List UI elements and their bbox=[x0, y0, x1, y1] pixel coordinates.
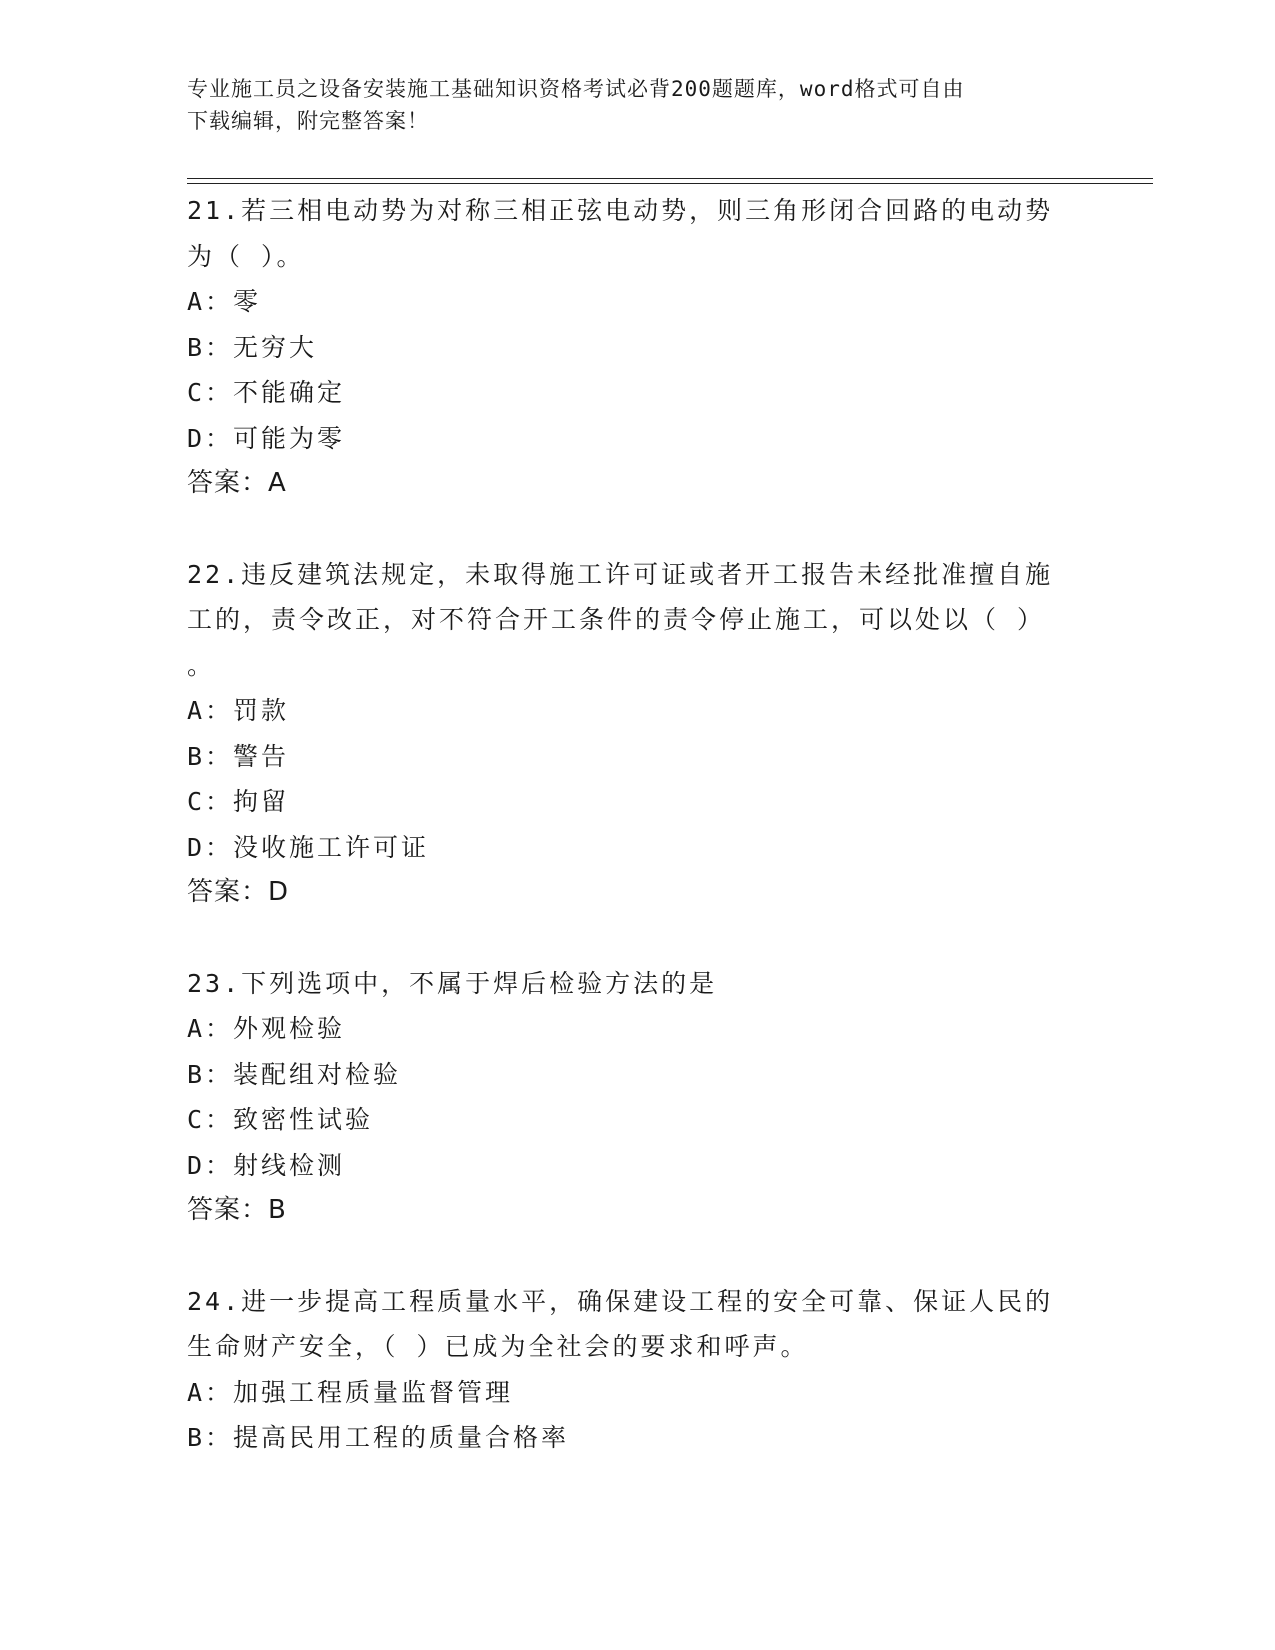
question-22 bbox=[187, 552, 1087, 916]
option-b: B：无穷大 bbox=[187, 332, 318, 362]
option-b: B：警告 bbox=[187, 741, 290, 771]
option-d: D：射线检测 bbox=[187, 1150, 346, 1180]
option-c: C：拘留 bbox=[187, 787, 290, 816]
question-text-line: 工的，责令改正，对不符合开工条件的责令停止施工，可以处以（ ） bbox=[187, 605, 1046, 634]
question-text-line: 21.若三相电动势为对称三相正弦电动势，则三角形闭合回路的电动势 bbox=[187, 196, 1054, 225]
header-divider-bottom bbox=[187, 183, 1153, 184]
question-21 bbox=[187, 188, 1087, 507]
header-divider-top bbox=[187, 178, 1153, 179]
option-a: A：外观检验 bbox=[187, 1014, 346, 1043]
question-24 bbox=[187, 1279, 1087, 1461]
question-text-line: 生命财产安全，（ ）已成为全社会的要求和呼声。 bbox=[187, 1332, 809, 1361]
option-a: A：加强工程质量监督管理 bbox=[187, 1377, 514, 1407]
question-text-line: 22.违反建筑法规定，未取得施工许可证或者开工报告未经批准擅自施 bbox=[187, 559, 1054, 589]
option-b: B：提高民用工程的质量合格率 bbox=[187, 1423, 570, 1452]
question-list bbox=[187, 188, 1087, 1461]
question-spacer bbox=[187, 507, 1087, 552]
answer: 答案：B bbox=[187, 1195, 287, 1225]
question-text-line: 23.下列选项中，不属于焊后检验方法的是 bbox=[187, 968, 718, 998]
answer: 答案：A bbox=[187, 468, 287, 498]
question-spacer bbox=[187, 916, 1087, 961]
option-c: C：不能确定 bbox=[187, 378, 346, 407]
option-a: A：零 bbox=[187, 287, 262, 316]
question-23 bbox=[187, 961, 1087, 1234]
question-text-line: 。 bbox=[187, 650, 216, 680]
answer: 答案：D bbox=[187, 877, 290, 907]
document-header bbox=[187, 73, 1067, 137]
question-text-line: 24.进一步提高工程质量水平，确保建设工程的安全可靠、保证人民的 bbox=[187, 1286, 1054, 1316]
option-b: B：装配组对检验 bbox=[187, 1059, 402, 1089]
option-a: A：罚款 bbox=[187, 696, 290, 725]
option-d: D：没收施工许可证 bbox=[187, 832, 430, 862]
question-spacer bbox=[187, 1234, 1087, 1279]
option-c: C：致密性试验 bbox=[187, 1105, 374, 1134]
option-d: D：可能为零 bbox=[187, 423, 346, 453]
question-text-line: 为（ ）。 bbox=[187, 241, 305, 271]
header-line-1: 专业施工员之设备安装施工基础知识资格考试必背200题题库，word格式可自由 bbox=[187, 77, 965, 101]
header-line-2: 下载编辑，附完整答案！ bbox=[187, 109, 429, 133]
